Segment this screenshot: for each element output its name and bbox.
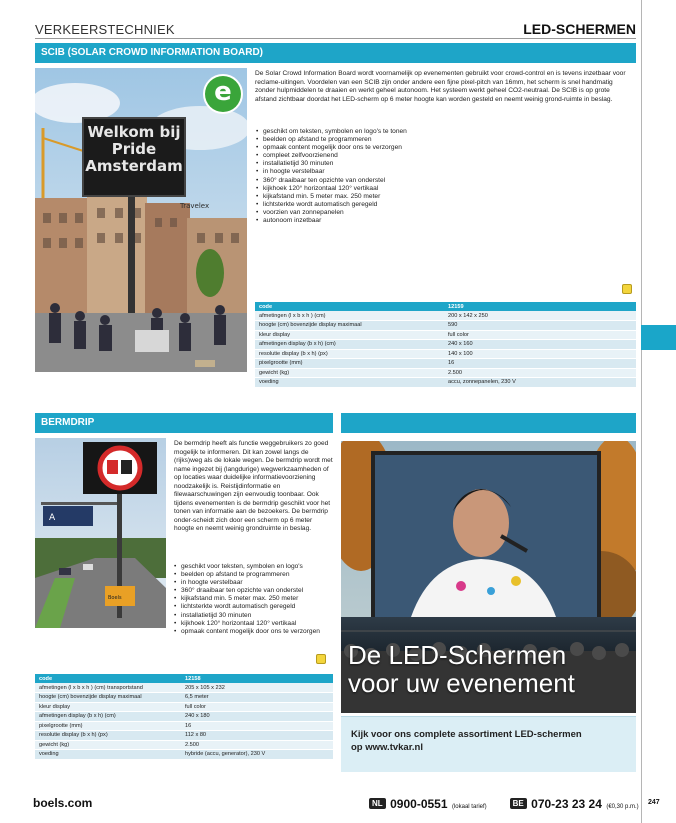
list-item: • beelden op afstand te programmeren: [174, 571, 334, 579]
section-tab-marker: [641, 325, 676, 350]
list-item: • lichtsterkte wordt automatisch geregeld: [256, 201, 456, 209]
table-cell: resolutie display (b x h) (px): [255, 349, 444, 359]
bermdrip-description: De bermdrip heeft als functie weggebruikers zo goed mogelijk te informeren. Dit kan zowel langs de (rijks)weg als de lokale wegen. De bermdrip wordt met name ingezet bij (langdurige) wegwerkzaamheden of op locaties waar duidelijke informatievoorziening noodzakelijk is. Reistijdinformatie en filewaarschuwingen zijn eenvoudig toonbaar. Ook tijdens evenementen is de bermdrip geschikt voor het tonen van informatie aan de bezoekers. De bermdrip onder-scheidt zich door een scherm op 6 meter hoogte en neemt weinig grondruimte in beslag.: [174, 440, 333, 532]
scib-description: De Solar Crowd Information Board wordt voornamelijk op evenementen gebruikt voor crowd-control en is tevens inzetbaar voor reclame-uitingen. Voordelen van een SCIB zijn onder andere een fijne pixel-pitch van 16mm, het scherm is snel handmatig zonder hulpmiddelen te draaien en werkt geheel autonoom. Het systeem werkt geheel CO2-neutraal. De SCIB is op grote afstand zichtbaar doordat het LED-scherm op 6 meter hoogte kan worden gesteld en neemt weinig grond-ruimte in beslag.: [255, 70, 626, 103]
promo-section-bar: [341, 413, 636, 433]
table-cell: pixelgrootte (mm): [35, 721, 181, 731]
table-cell: hoogte (cm) bovenzijde display maximaal: [255, 321, 444, 331]
list-item: • installatietijd 30 minuten: [174, 612, 334, 620]
category-title: VERKEERSTECHNIEK: [35, 22, 175, 37]
table-cell: full color: [181, 702, 333, 712]
table-row: [255, 330, 636, 340]
table-cell: gewicht (kg): [255, 368, 444, 378]
table-cell: 16: [181, 721, 333, 731]
scib-title: SCIB (SOLAR CROWD INFORMATION BOARD): [41, 47, 264, 58]
energy-label-icon: [316, 654, 326, 664]
list-item: • voorzien van zonnepanelen: [256, 209, 456, 217]
table-header-cell: code: [35, 674, 181, 683]
list-item: • kijkafstand min. 5 meter max. 250 meter: [174, 595, 334, 603]
table-cell: 112 x 80: [181, 731, 333, 741]
list-item: • lichtsterkte wordt automatisch geregeld: [174, 603, 334, 611]
table-cell: hoogte (cm) bovenzijde display maximaal: [35, 693, 181, 703]
table-row: [255, 359, 636, 369]
list-item: • autonoom inzetbaar: [256, 217, 456, 225]
list-item: • geschikt om teksten, symbolen en logo's te tonen: [256, 128, 456, 136]
page-edge-rule: [641, 0, 642, 823]
table-cell: afmetingen (l x b x h ) (cm): [255, 311, 444, 321]
page-number: 247: [648, 799, 660, 806]
table-cell: afmetingen (l x b x h ) (cm) transportstand: [35, 683, 181, 693]
bermdrip-photo: [35, 438, 166, 628]
list-item: • beelden op afstand te programmeren: [256, 136, 456, 144]
table-cell: gewicht (kg): [35, 740, 181, 750]
table-cell: accu, zonnepanelen, 230 V: [444, 378, 636, 388]
nl-rate-note: (lokaal tarief): [451, 804, 487, 810]
table-row: [35, 683, 333, 693]
bermdrip-section-bar: [35, 413, 333, 433]
list-item: • kijkhoek 120° horizontaal 120° vertikaal: [256, 185, 456, 193]
table-row: [35, 740, 333, 750]
bermdrip-feature-list: [174, 563, 334, 636]
table-cell: afmetingen display (b x h) (cm): [35, 712, 181, 722]
table-cell: 140 x 100: [444, 349, 636, 359]
header-divider: [35, 38, 636, 39]
be-rate-note: (€0,30 p.m.): [606, 804, 639, 810]
promo-headline: [348, 641, 633, 697]
list-item: • installatietijd 30 minuten: [256, 160, 456, 168]
list-item: • geschikt voor teksten, symbolen en logo's: [174, 563, 334, 571]
table-cell: 205 x 105 x 232: [181, 683, 333, 693]
nl-phone-number[interactable]: 0900-0551: [390, 797, 448, 811]
nl-country-code: NL: [369, 798, 386, 809]
footer-contact: [369, 795, 639, 813]
table-row: [255, 368, 636, 378]
section-title: LED-SCHERMEN: [523, 21, 636, 37]
bermdrip-photo-gantry-text: A: [49, 513, 56, 523]
table-cell: full color: [444, 330, 636, 340]
electric-badge-icon: e: [205, 76, 241, 112]
table-cell: hybride (accu, generator), 230 V: [181, 750, 333, 760]
table-row: [35, 712, 333, 722]
table-cell: afmetingen display (b x h) (cm): [255, 340, 444, 350]
promo-headline-line-2: voor uw evenement: [348, 668, 575, 698]
table-row: [255, 321, 636, 331]
list-item: • in hoogte verstelbaar: [256, 168, 456, 176]
energy-label-icon: [622, 284, 632, 294]
table-header-row: [255, 302, 636, 311]
table-cell: 240 x 180: [181, 712, 333, 722]
table-row: [35, 693, 333, 703]
list-item: • opmaak content mogelijk door ons te verzorgen: [256, 144, 456, 152]
scib-photo-sign-text: Welkom bij Pride Amsterdam: [85, 123, 183, 175]
table-cell: kleur display: [255, 330, 444, 340]
be-phone-number[interactable]: 070-23 23 24: [531, 797, 602, 811]
table-row: [35, 721, 333, 731]
table-header-cell: code: [255, 302, 444, 311]
table-header-cell: 12158: [181, 674, 333, 683]
table-cell: voeding: [35, 750, 181, 760]
bermdrip-spec-table: [35, 674, 333, 760]
list-item: • kijkafstand min. 5 meter max. 250 meter: [256, 193, 456, 201]
list-item: • 360° draaibaar ten opzichte van onderstel: [256, 177, 456, 185]
electric-badge: [203, 74, 243, 114]
table-cell: 200 x 142 x 250: [444, 311, 636, 321]
scib-spec-table: [255, 302, 636, 388]
table-cell: 16: [444, 359, 636, 369]
table-row: [35, 750, 333, 760]
table-cell: voeding: [255, 378, 444, 388]
scib-photo: [35, 68, 247, 372]
scib-section-bar: [35, 43, 636, 63]
table-cell: 2.500: [444, 368, 636, 378]
list-item: • 360° draaibaar ten opzichte van onderstel: [174, 587, 334, 595]
bermdrip-title: BERMDRIP: [41, 417, 95, 428]
list-item: • compleet zelfvoorzienend: [256, 152, 456, 160]
table-cell: 240 x 160: [444, 340, 636, 350]
table-cell: 590: [444, 321, 636, 331]
table-row: [255, 311, 636, 321]
table-header-cell: 12159: [444, 302, 636, 311]
promo-callout-line-1: Kijk voor ons complete assortiment LED-schermen: [351, 729, 582, 740]
scib-photo-building-sign: Travelex: [180, 202, 210, 210]
table-row: [35, 702, 333, 712]
table-row: [35, 731, 333, 741]
list-item: • in hoogte verstelbaar: [174, 579, 334, 587]
list-item: • opmaak content mogelijk door ons te verzorgen: [174, 628, 334, 636]
bermdrip-photo-trailer-text: Boels: [108, 595, 122, 601]
list-item: • kijkhoek 120° horizontaal 120° vertikaal: [174, 620, 334, 628]
promo-callout-link[interactable]: op www.tvkar.nl: [351, 742, 423, 753]
table-row: [255, 378, 636, 388]
table-cell: 2.500: [181, 740, 333, 750]
table-header-row: [35, 674, 333, 683]
table-cell: pixelgrootte (mm): [255, 359, 444, 369]
scib-feature-list: [256, 128, 456, 225]
promo-headline-line-1: De LED-Schermen: [348, 640, 567, 670]
brand-logo[interactable]: boels.com: [33, 796, 93, 810]
table-cell: 6,5 meter: [181, 693, 333, 703]
table-cell: resolutie display (b x h) (px): [35, 731, 181, 741]
table-cell: kleur display: [35, 702, 181, 712]
table-row: [255, 340, 636, 350]
promo-callout: [341, 716, 636, 772]
table-row: [255, 349, 636, 359]
be-country-code: BE: [510, 798, 527, 809]
